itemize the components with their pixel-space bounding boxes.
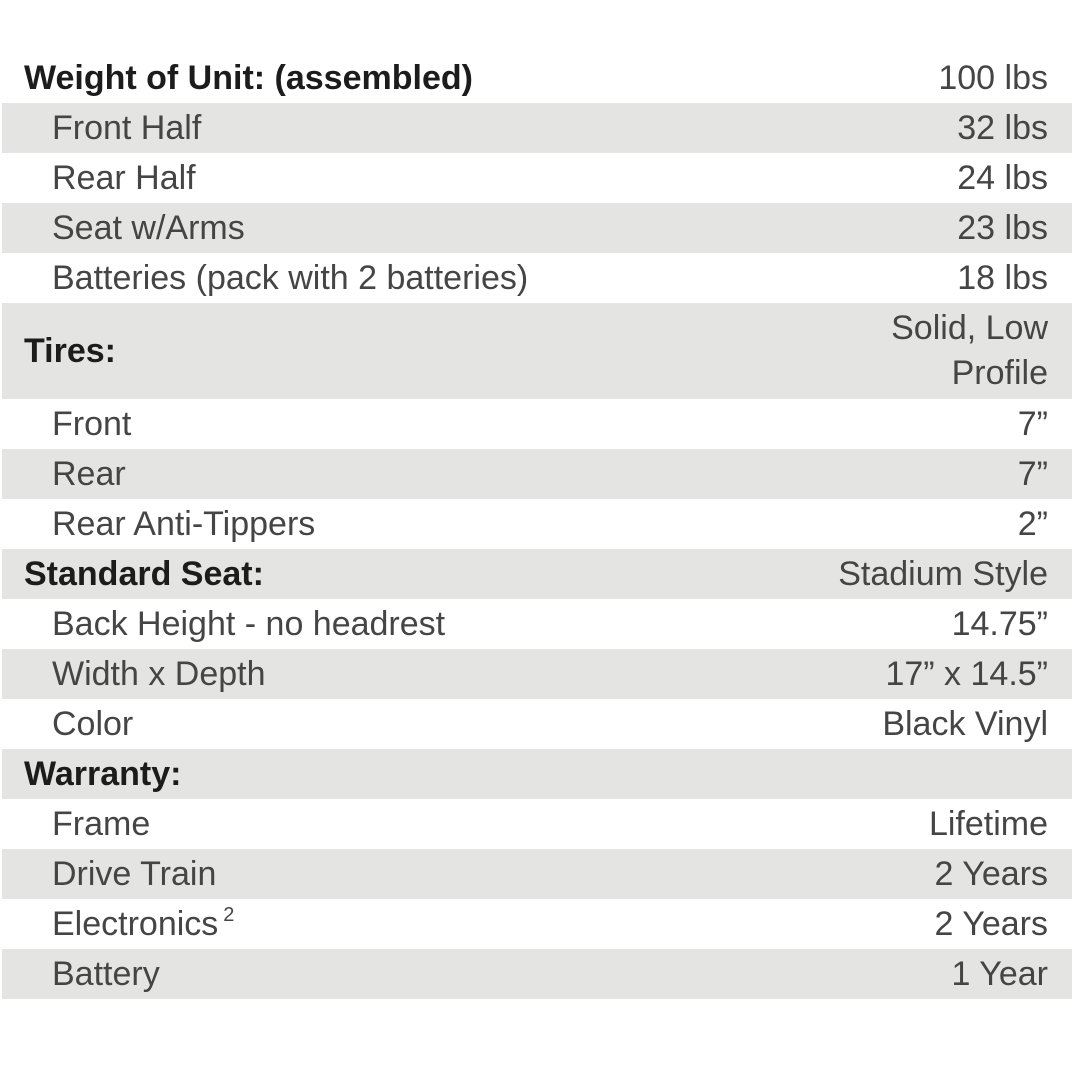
spec-value: 17” x 14.5”	[885, 654, 1048, 693]
spec-label-text: Electronics	[52, 905, 219, 943]
superscript-footnote-marker: 2	[223, 904, 235, 926]
spec-value: Black Vinyl	[882, 704, 1048, 743]
spec-label: Warranty:	[24, 754, 182, 793]
spec-label: Tires:	[24, 331, 116, 370]
spec-row-electronics	[2, 899, 1072, 949]
spec-row-rear-half	[2, 153, 1072, 203]
spec-label: Standard Seat:	[24, 554, 264, 593]
spec-value: 23 lbs	[957, 208, 1048, 247]
spec-value: Lifetime	[928, 804, 1048, 843]
spec-row-standard-seat	[2, 549, 1072, 599]
spec-label: Battery	[52, 954, 160, 993]
spec-value: Stadium Style	[838, 554, 1048, 593]
spec-label: Width x Depth	[52, 654, 266, 693]
spec-value: 100 lbs	[938, 58, 1048, 97]
spec-label: Rear Anti-Tippers	[52, 504, 316, 543]
spec-value: 2”	[1017, 504, 1048, 543]
spec-label: Front Half	[52, 108, 202, 147]
spec-row-seat-w-arms	[2, 203, 1072, 253]
spec-row-tires	[2, 303, 1072, 399]
spec-label: Rear Half	[52, 158, 196, 197]
spec-row-weight-of-unit	[2, 53, 1072, 103]
spec-row-battery	[2, 949, 1072, 999]
spec-row-width-depth	[2, 649, 1072, 699]
spec-value: 24 lbs	[957, 158, 1048, 197]
spec-label: Back Height - no headrest	[52, 604, 446, 643]
spec-row-color	[2, 699, 1072, 749]
spec-table	[2, 53, 1072, 999]
spec-row-frame	[2, 799, 1072, 849]
spec-label: Frame	[52, 804, 151, 843]
spec-row-front-half	[2, 103, 1072, 153]
spec-row-warranty	[2, 749, 1072, 799]
spec-label: Weight of Unit: (assembled)	[24, 58, 473, 97]
spec-value: 7”	[1017, 404, 1048, 443]
spec-row-rear-anti-tippers	[2, 499, 1072, 549]
spec-value: 14.75”	[951, 604, 1048, 643]
spec-label: Color	[52, 704, 134, 743]
spec-label: Drive Train	[52, 854, 217, 893]
spec-row-drive-train	[2, 849, 1072, 899]
spec-value: 1 Year	[951, 954, 1048, 993]
spec-label: Rear	[52, 454, 126, 493]
spec-value: 18 lbs	[957, 258, 1048, 297]
spec-value: Solid, Low Profile	[891, 309, 1048, 392]
spec-value: 7”	[1017, 454, 1048, 493]
spec-row-back-height	[2, 599, 1072, 649]
spec-row-rear-tire	[2, 449, 1072, 499]
spec-value: 2 Years	[934, 904, 1048, 943]
spec-label: Seat w/Arms	[52, 208, 245, 247]
spec-label: Batteries (pack with 2 batteries)	[52, 258, 529, 297]
spec-value: 2 Years	[934, 854, 1048, 893]
spec-label: Front	[52, 404, 132, 443]
spec-value: 32 lbs	[957, 108, 1048, 147]
spec-label	[52, 904, 234, 944]
spec-row-batteries	[2, 253, 1072, 303]
spec-row-front-tire	[2, 399, 1072, 449]
